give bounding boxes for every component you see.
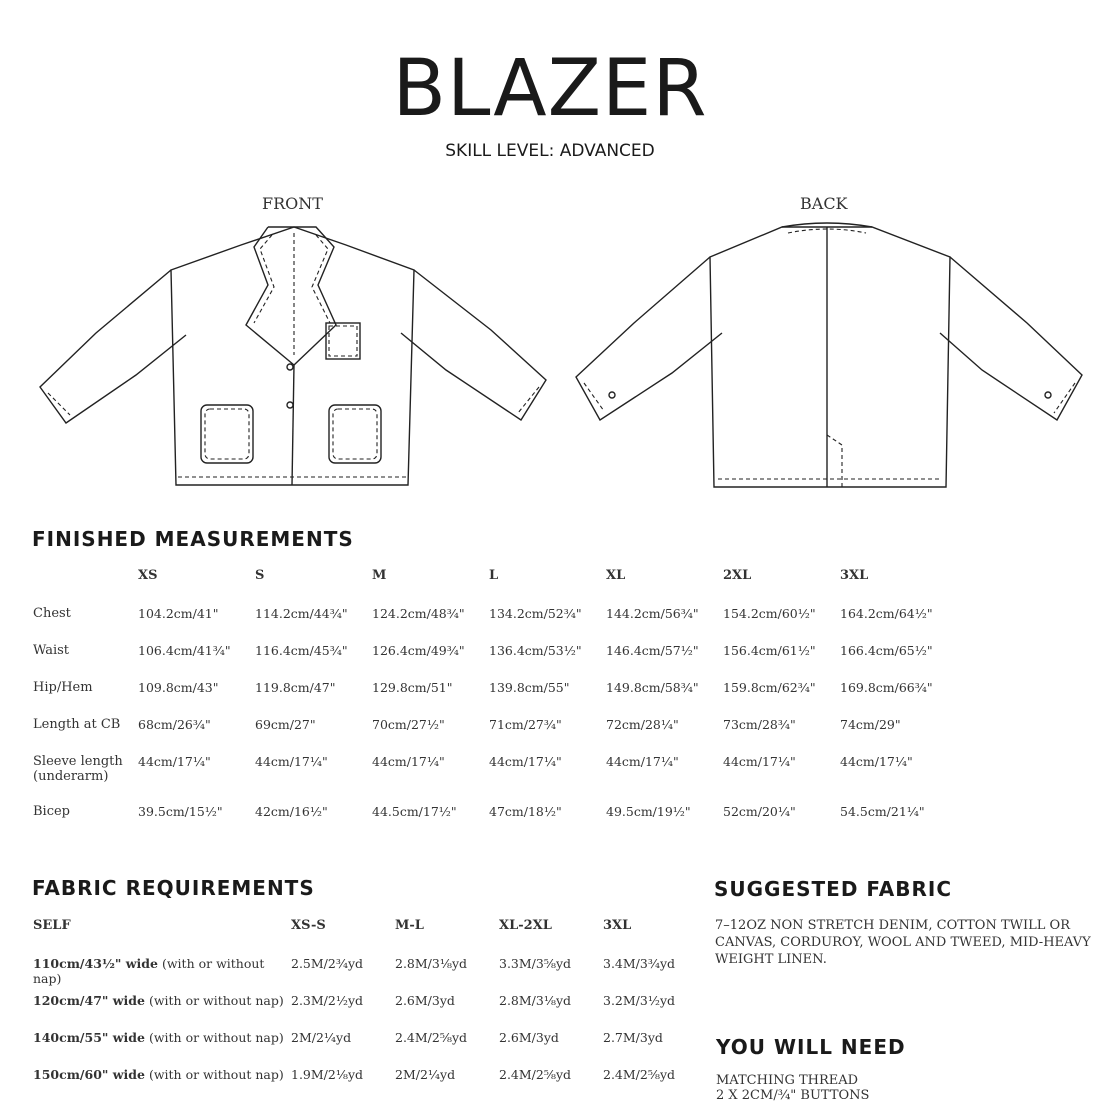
table-cell: 44cm/17¼" <box>138 754 211 769</box>
skill-level: SKILL LEVEL: ADVANCED <box>445 141 655 161</box>
table-cell: 2.8M/3⅛yd <box>499 993 572 1008</box>
size-header: 3XL <box>603 918 632 933</box>
suggested-fabric-text: 7–12OZ NON STRETCH DENIM, COTTON TWILL OR CANVAS, CORDUROY, WOOL AND TWEED, MID-HEAVY WEIGHT LINEN. <box>715 918 1091 967</box>
table-cell: 2.4M/2⅝yd <box>499 1067 572 1082</box>
table-cell: 136.4cm/53½" <box>489 643 582 658</box>
fabric-requirements-table <box>33 918 707 1102</box>
table-cell: 74cm/29" <box>840 717 901 732</box>
blazer-front-drawing <box>36 215 551 500</box>
size-header: XS <box>138 568 158 583</box>
table-cell: 44cm/17¼" <box>255 754 328 769</box>
table-cell: 69cm/27" <box>255 717 316 732</box>
table-row <box>33 1067 707 1102</box>
blazer-back-drawing <box>572 215 1087 500</box>
you-will-need-heading: YOU WILL NEED <box>716 1035 906 1059</box>
row-label <box>33 1030 291 1067</box>
row-label: Bicep <box>33 804 71 819</box>
self-header: SELF <box>33 918 71 933</box>
table-cell: 71cm/27¾" <box>489 717 562 732</box>
table-row <box>33 956 707 993</box>
list-item: 2 X 2CM/¾" BUTTONS <box>716 1088 870 1102</box>
size-header: 2XL <box>723 568 752 583</box>
table-cell: 44cm/17¼" <box>606 754 679 769</box>
table-cell: 44cm/17¼" <box>723 754 796 769</box>
front-view-label: FRONT <box>262 194 323 213</box>
fabric-requirements-heading: FABRIC REQUIREMENTS <box>32 876 315 900</box>
table-row <box>33 606 957 643</box>
size-header: 3XL <box>840 568 869 583</box>
page-title: BLAZER <box>392 44 708 134</box>
table-cell: 2.6M/3yd <box>499 1030 559 1045</box>
table-cell: 126.4cm/49¾" <box>372 643 465 658</box>
table-header-row <box>33 918 707 956</box>
size-header: M <box>372 568 387 583</box>
table-cell: 3.2M/3½yd <box>603 993 676 1008</box>
table-cell: 44cm/17¼" <box>840 754 913 769</box>
table-cell: 159.8cm/62¾" <box>723 680 816 695</box>
table-cell: 44cm/17¼" <box>489 754 562 769</box>
table-cell: 2M/2¼yd <box>291 1030 352 1045</box>
table-row <box>33 754 957 804</box>
table-row <box>33 717 957 754</box>
fabric-width: 140cm/55" wide <box>33 1030 145 1045</box>
suggested-fabric-heading: SUGGESTED FABRIC <box>714 877 953 901</box>
row-label <box>33 1067 291 1102</box>
table-cell: 124.2cm/48¾" <box>372 606 465 621</box>
table-cell: 109.8cm/43" <box>138 680 219 695</box>
table-cell: 2.8M/3⅛yd <box>395 956 468 971</box>
table-cell: 44.5cm/17½" <box>372 804 457 819</box>
table-row <box>33 680 957 717</box>
nap-note: (with or without nap) <box>144 993 284 1008</box>
table-cell: 166.4cm/65½" <box>840 643 933 658</box>
table-row <box>33 1030 707 1067</box>
size-header: M-L <box>395 918 424 933</box>
table-cell: 146.4cm/57½" <box>606 643 699 658</box>
table-row <box>33 804 957 841</box>
table-cell: 1.9M/2⅛yd <box>291 1067 364 1082</box>
table-cell: 116.4cm/45¾" <box>255 643 348 658</box>
finished-measurements-table <box>33 568 957 841</box>
table-row <box>33 993 707 1030</box>
row-label: Sleeve length (underarm) <box>33 754 123 784</box>
table-cell: 2.4M/2⅝yd <box>603 1067 676 1082</box>
size-header: S <box>255 568 265 583</box>
row-label: Hip/Hem <box>33 680 93 695</box>
finished-measurements-heading: FINISHED MEASUREMENTS <box>32 527 354 551</box>
table-cell: 72cm/28¼" <box>606 717 679 732</box>
size-header: XL <box>606 568 626 583</box>
table-cell: 104.2cm/41" <box>138 606 219 621</box>
size-header: L <box>489 568 499 583</box>
back-view-label: BACK <box>800 194 848 213</box>
table-cell: 2.5M/2¾yd <box>291 956 364 971</box>
list-item: MATCHING THREAD <box>716 1073 859 1088</box>
table-cell: 54.5cm/21¼" <box>840 804 925 819</box>
nap-note: (with or without nap) <box>33 956 265 986</box>
table-cell: 70cm/27½" <box>372 717 445 732</box>
table-cell: 2M/2¼yd <box>395 1067 456 1082</box>
table-cell: 3.4M/3¾yd <box>603 956 676 971</box>
table-header-row <box>33 568 957 606</box>
table-cell: 134.2cm/52¾" <box>489 606 582 621</box>
size-header: XS-S <box>291 918 326 933</box>
table-cell: 169.8cm/66¾" <box>840 680 933 695</box>
table-cell: 106.4cm/41¾" <box>138 643 231 658</box>
table-cell: 2.3M/2½yd <box>291 993 364 1008</box>
fabric-width: 120cm/47" wide <box>33 993 145 1008</box>
row-label <box>33 993 291 1030</box>
fabric-width: 150cm/60" wide <box>33 1067 145 1082</box>
table-cell: 144.2cm/56¾" <box>606 606 699 621</box>
fabric-width: 110cm/43½" wide <box>33 956 158 971</box>
table-cell: 2.6M/3yd <box>395 993 455 1008</box>
table-row <box>33 643 957 680</box>
table-cell: 47cm/18½" <box>489 804 562 819</box>
table-cell: 129.8cm/51" <box>372 680 453 695</box>
nap-note: (with or without nap) <box>144 1030 284 1045</box>
table-cell: 2.7M/3yd <box>603 1030 663 1045</box>
table-cell: 156.4cm/61½" <box>723 643 816 658</box>
nap-note: (with or without nap) <box>144 1067 284 1082</box>
table-cell: 68cm/26¾" <box>138 717 211 732</box>
row-label: Waist <box>33 643 70 658</box>
you-will-need-list <box>716 1073 1096 1102</box>
row-label: Length at CB <box>33 717 121 732</box>
table-cell: 154.2cm/60½" <box>723 606 816 621</box>
row-label: Chest <box>33 606 71 621</box>
table-cell: 114.2cm/44¾" <box>255 606 348 621</box>
table-cell: 3.3M/3⅝yd <box>499 956 572 971</box>
table-cell: 73cm/28¾" <box>723 717 796 732</box>
table-cell: 49.5cm/19½" <box>606 804 691 819</box>
table-cell: 44cm/17¼" <box>372 754 445 769</box>
table-cell: 39.5cm/15½" <box>138 804 223 819</box>
row-label <box>33 956 291 993</box>
table-cell: 164.2cm/64½" <box>840 606 933 621</box>
table-cell: 2.4M/2⅝yd <box>395 1030 468 1045</box>
table-cell: 52cm/20¼" <box>723 804 796 819</box>
table-cell: 139.8cm/55" <box>489 680 570 695</box>
table-cell: 119.8cm/47" <box>255 680 336 695</box>
table-cell: 42cm/16½" <box>255 804 328 819</box>
table-cell: 149.8cm/58¾" <box>606 680 699 695</box>
size-header: XL-2XL <box>499 918 552 933</box>
